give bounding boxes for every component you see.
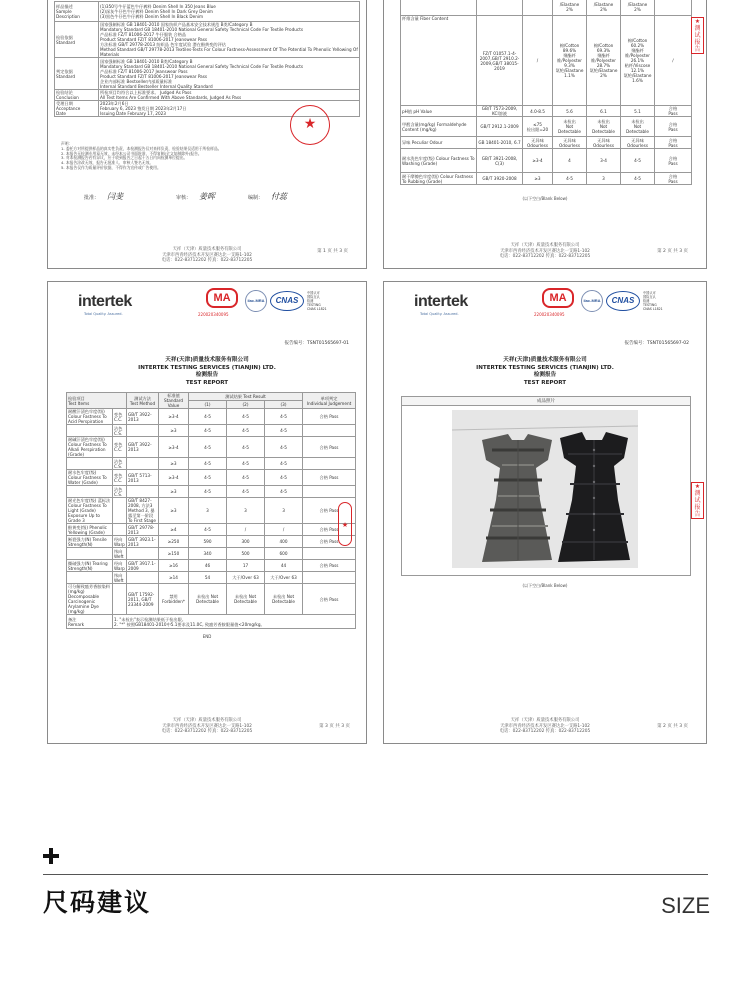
test-results-table bbox=[400, 0, 692, 185]
table-row: 纬向 Weft ≥14 54 大于/Over 63 大于/Over 63 bbox=[67, 572, 356, 584]
table-row: 纬向 Weft ≥150 340 500 600 bbox=[67, 548, 356, 560]
table-row: 耐碱汗渍色牢度(级) Colour Fastness To Alkali Perspiration (Grade) 变色 C.C. GB/T 3922-2013 ≥3-4 4-5 4-5 4-5 合格 Pass bbox=[67, 437, 356, 458]
signature-approver: 批准： 闫斐 bbox=[84, 192, 124, 201]
table-row: 耐酸汗渍色牢度(级) Colour Fastness To Acid Perspiration 变色 C.C. GB/T 3922-2013 ≥3-4 4-5 4-5 4-5 合格 Pass bbox=[67, 409, 356, 425]
report-page-1 bbox=[47, 0, 367, 269]
table-row: 纤维含量 Fiber Content FZ/T 01057.1-4-2007,GB/T 2910.2-2009,GB/T 38015-2019 / 棉/Cotton 89.6% 聚酯纤维/Polyester 9.3% 氨纶/Elastane 1.1% 棉/Cotton 69.3% 聚酯纤维/Polyester 28.7% 氨纶/Elastane 2% 棉/Cotton 60.2% 聚酯纤维/Polyester 26.1% 粘纤/Viscose 12.1% 氨纶/Elastane 1.6% / bbox=[401, 16, 692, 106]
section-divider bbox=[43, 874, 708, 875]
header-logos bbox=[384, 282, 706, 316]
size-section-label: SIZE bbox=[661, 893, 710, 918]
table-header-row: 检验项目 Test Items 测试方法 Test Method 标准值 Standard Value 测试结果 Test Result 单项判定 Individual Judgement bbox=[67, 393, 356, 401]
page-number: 第 1 页 共 3 页 bbox=[317, 249, 348, 254]
intertek-logo: intertek bbox=[78, 293, 132, 310]
table-row: 检验结论 Conclusion 所检项目均符合以上标准要求。 Judged As Pass All Test Items Are Confirmed With Above Standards, Judged As Pass bbox=[55, 90, 360, 101]
report-info-table bbox=[54, 1, 360, 117]
table-row: 备注 Remark 1. "未检出"表示检测结果低于检出限。 2. "*" 按照GB18401-2010中5.1要求及11.0C, 致癌芳香胺限量值<20mg/kg。 bbox=[67, 615, 356, 629]
header-logos bbox=[48, 282, 366, 316]
side-seal-stamp: ★ bbox=[338, 502, 352, 546]
report-page-photo bbox=[383, 281, 707, 744]
table-row: 受理日期 Acceptance Date 2023年2月6日 February 6, 2023 签发日期 2023年2月17日 Issuing Date February 17, 2023 bbox=[55, 101, 360, 117]
dresses-image bbox=[452, 410, 638, 568]
table-row: 检验依据 Standard 国家强制标准 GB 18401-2010 国家纺织产品基本安全技术规范 B类/Category B Mandatory Standard GB 18401-2010 National General Safety Technical Code For Textile Products 产品标准 FZ/T 81006-2017 牛仔服装 合格品 Product Standard FZ/T 81006-2017 Jeanswear Pass 方法标准 GB/T 29778-2013 纺织品 色牢度试验 潜在酚黄变的评估 Method Standard GB/T 29778-2013 Textiles-Tests For Colour Fastness-Assessment Of The Potential To Phenolic Yellowing Of Materials bbox=[56, 22, 358, 57]
table-row: 沾色 C.S. ≥3 4-5 4-5 4-5 bbox=[67, 425, 356, 437]
intertek-tagline: Total Quality. Assured. bbox=[420, 312, 459, 316]
ma-certification-logo: MA bbox=[542, 288, 574, 308]
table-row: 样品描述 Sample Description (1)350号牛仔蓝色牛仔裤料 Denim Shell In 350 Jeans Blue (2)深灰牛仔色牛仔裤料 Denim Shell In Dark Grey Denim (3)黑色牛仔色牛仔裤料 Denim Shell In Black Denim bbox=[55, 2, 360, 22]
test-results-table bbox=[66, 392, 356, 615]
table-row: 可分解致癌芳香胺染料(mg/kg) Decomposable Carcinogenic Arylamine Dye (mg/kg) GB/T 17592-2011, GB/T 23344-2009 禁用 Forbidden* 未检出 Not Detectable 未检出 Not Detectable 未检出 Not Detectable 合格 Pass bbox=[67, 584, 356, 615]
table-row: pH值 pH Value GB/T 7573-2009, KCl溶液 4.0-8.5 5.6 6.1 5.1 合格 Pass bbox=[401, 106, 692, 117]
table-row: 耐干摩擦色牢度(级) Colour Fastness To Rubbing (Grade) GB/T 3920-2008 ≥3 4-5 3 4-5 合格 Pass bbox=[401, 173, 692, 185]
table-row: 撕破强力(N) Tearing Strength(N) 经向 Warp GB/T 3917.1-2009 ≥16 46 17 44 合格 Pass bbox=[67, 560, 356, 572]
ma-number: 220020340095 bbox=[534, 312, 565, 317]
blank-below-note: (以下空白/Blank Below) bbox=[522, 196, 568, 201]
page-number: 第 2 页 共 3 页 bbox=[657, 249, 688, 254]
table-row: 耐光色牢度(级) 蓝标法 Colour Fastness To Light (Grade) Exposure Up to Grade 3 GB/T 8427-2008, 方法3 Method 3, 暴露至第一阶段 To First Stage ≥3 3 3 3 合格 Pass bbox=[67, 498, 356, 524]
page-footer: 天祥（天津）质量技术服务有限公司 天津市西青经济技术开发区赛达北一支路1-102 电话：022-83712202 传真：022-83712205 bbox=[161, 718, 253, 734]
signature-editor: 编制： 付蕊 bbox=[248, 192, 288, 201]
page-number: 第 3 页 共 3 页 bbox=[319, 724, 350, 729]
plus-icon bbox=[43, 848, 59, 864]
disclaimer-notes: 声明： 1. 委托方对所提供样品的真实性负责，本检测报告仅对来样负责，检验结果仅适用于所检样品。 2. 本报告无检测专用章无效，未经本公司书面批准，不得复制(全文复制除外)报告。 3. 对本检测报告若有异议，应于收到报告之日起十五日内向检测单位提出。 4. 本报告涂改无效，报告无批准人、审核人签名无效。 5. 本报告仅作为质量评价依据，不得作为宣传或广告使用。 bbox=[61, 141, 222, 170]
report-page-2 bbox=[383, 0, 707, 269]
table-row: 断裂强力(N) Tensile Strength(N) 经向 Warp GB/T 3923.1-2013 ≥250 590 300 400 合格 Pass bbox=[67, 536, 356, 548]
table-row: 沾色 C.S. ≥3 4-5 4-5 4-5 bbox=[67, 458, 356, 470]
ilac-mra-logo: ilac-MRA bbox=[245, 290, 267, 312]
page-footer: 天祥（天津）质量技术服务有限公司 天津市西青经济技术开发区赛达北一支路1-102 电话：022-83712202 传真：022-83712205 bbox=[161, 247, 253, 263]
intertek-tagline: Total Quality. Assured. bbox=[84, 312, 123, 316]
product-photo bbox=[452, 410, 638, 568]
cnas-logo: CNAS bbox=[606, 291, 640, 311]
table-row: 酚黄变(级) Phenolic Yellowing (Grade) GB/T 29778-2013 ≥4 4-5 / / 合格 Pass bbox=[67, 524, 356, 536]
ilac-mra-logo: ilac-MRA bbox=[581, 290, 603, 312]
table-row: 异味 Peculiar Odour GB 18401-2010, 6.7 无异味 Odourless 无异味 Odourless 无异味 Odourless 无异味 Odourless 合格 Pass bbox=[401, 137, 692, 149]
cnas-logo: CNAS bbox=[270, 291, 304, 311]
cnas-caption: 中国认可 国际互认 检测 TESTING CNAS L1821 bbox=[643, 291, 663, 311]
intertek-logo: intertek bbox=[414, 293, 468, 310]
cnas-caption: 中国认可 国际互认 检测 TESTING CNAS L1821 bbox=[307, 291, 327, 311]
report-number: 报告编号：TSNT01565697-02 bbox=[624, 341, 689, 346]
size-section-title: 尺码建议 bbox=[43, 888, 152, 917]
side-seal-stamp: ★ 测试 报告 bbox=[691, 17, 704, 54]
official-seal-stamp: ★ bbox=[290, 105, 330, 145]
table-row: /Elastane 2% /Elastane 2% /Elastane 2% bbox=[401, 0, 692, 16]
report-title: 天祥(天津)质量技术服务有限公司 INTERTEK TESTING SERVICES (TIANJIN) LTD. 检测报告 TEST REPORT bbox=[476, 357, 614, 386]
report-number: 报告编号：TSNT01565697-01 bbox=[284, 341, 349, 346]
photo-label: 成品照片 bbox=[402, 397, 690, 406]
table-row: 判定依据 Standard 国家强制标准 GB 18401-2010 B类/Category B Mandatory Standard GB 18401-2010 National General Safety Technical Code For Textile Products 产品标准 FZ/T 81006-2017 Jeanswear Pass Product Standard FZ/T 81006-2017 Jeanswear Pass 企业内部标准 Bestseller内部质量标准 Internal Standard Bestseller Internal Quality Standard bbox=[55, 58, 360, 90]
end-marker: END bbox=[202, 634, 212, 639]
ma-certification-logo: MA bbox=[206, 288, 238, 308]
report-title: 天祥(天津)质量技术服务有限公司 INTERTEK TESTING SERVICES (TIANJIN) LTD. 检测报告 TEST REPORT bbox=[138, 357, 276, 386]
page-footer: 天祥（天津）质量技术服务有限公司 天津市西青经济技术开发区赛达北一支路1-102 电话：022-83712202 传真：022-83712205 bbox=[499, 243, 591, 259]
page-footer: 天祥（天津）质量技术服务有限公司 天津市西青经济技术开发区赛达北一支路1-102 电话：022-83712202 传真：022-83712205 bbox=[499, 718, 591, 734]
remark-table bbox=[66, 614, 356, 629]
table-row: 沾色 C.S. ≥3 4-5 4-5 4-5 bbox=[67, 486, 356, 498]
blank-below-note: (以下空白/Blank Below) bbox=[522, 583, 568, 588]
side-seal-stamp: ★ 测试 报告 bbox=[691, 482, 704, 519]
table-row: 甲醛含量(mg/kg) Formaldehyde Content (mg/kg) GB/T 2912.1-2009 ≤75 检出限=20 未检出 Not Detectable 未检出 Not Detectable 未检出 Not Detectable 合格 Pass bbox=[401, 117, 692, 137]
table-subheader-row: (1) (2) (3) bbox=[67, 401, 356, 409]
ma-number: 220020340095 bbox=[198, 312, 229, 317]
table-row: 耐水洗色牢度(级) Colour Fastness To Washing (Grade) GB/T 3921-2008, C(3) ≥3-4 4 3-4 4-5 合格 Pass bbox=[401, 149, 692, 173]
report-page-3 bbox=[47, 281, 367, 744]
signature-reviewer: 审核： 姜晖 bbox=[176, 192, 216, 201]
page-number: 第 2 页 共 3 页 bbox=[657, 724, 688, 729]
table-row: 耐水色牢度(级) Colour Fastness To Water (Grade) 变色 C.C. GB/T 5713-2013 ≥3-4 4-5 4-5 4-5 合格 Pass bbox=[67, 470, 356, 486]
